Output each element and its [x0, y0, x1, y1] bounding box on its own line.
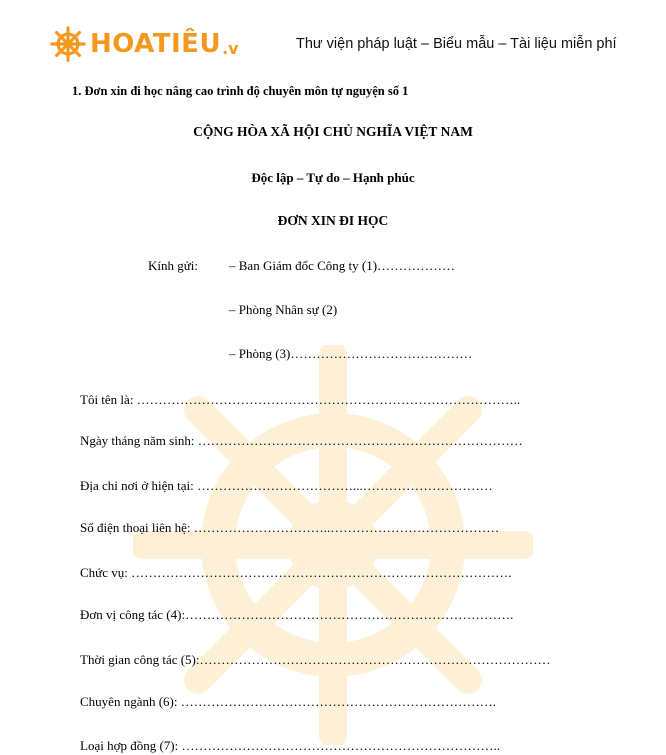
logo-text: HOATIÊU [90, 29, 222, 59]
form-field-line: Đơn vị công tác (4):…………………………………………………………………. [80, 607, 514, 622]
national-title: CỘNG HÒA XÃ HỘI CHỦ NGHĨA VIỆT NAM [193, 124, 473, 139]
form-field-line: Tôi tên là: …………………………………………………………………………….. [80, 392, 521, 407]
form-field-line: Số điện thoại liên hệ: …………………………..………………………………… [80, 520, 500, 535]
form-field-line: Thời gian công tác (5):……………………………………………………………………… [80, 652, 551, 667]
logo-suffix: .v [222, 38, 239, 58]
form-field-line: Chuyên ngành (6): ………………………………………………………………. [80, 694, 496, 709]
form-field-line: Địa chỉ nơi ở hiện tại: ………………………………...………………………… [80, 478, 493, 493]
section-heading: 1. Đơn xin đi học nâng cao trình độ chuyên môn tự nguyện số 1 [72, 84, 409, 98]
form-field-line: Ngày tháng năm sinh: ………………………………………………………………… [80, 433, 523, 448]
national-motto: Độc lập – Tự do – Hạnh phúc [251, 170, 415, 185]
form-field-line: Loại hợp đồng (7): ……………………………………………………………….. [80, 738, 500, 753]
recipient-line: – Phòng Nhân sự (2) [229, 302, 338, 317]
recipient-line: – Phòng (3)…………………………………… [229, 346, 473, 361]
kinh-gui-label: Kính gửi: [148, 258, 199, 273]
form-title: ĐƠN XIN ĐI HỌC [277, 213, 389, 228]
header-tagline: Thư viện pháp luật – Biểu mẫu – Tài liệu miễn phí [296, 36, 617, 52]
recipient-line: – Ban Giám đốc Công ty (1)……………… [229, 258, 456, 273]
form-field-line: Chức vụ: ……………………………………………………………………………. [80, 565, 512, 580]
